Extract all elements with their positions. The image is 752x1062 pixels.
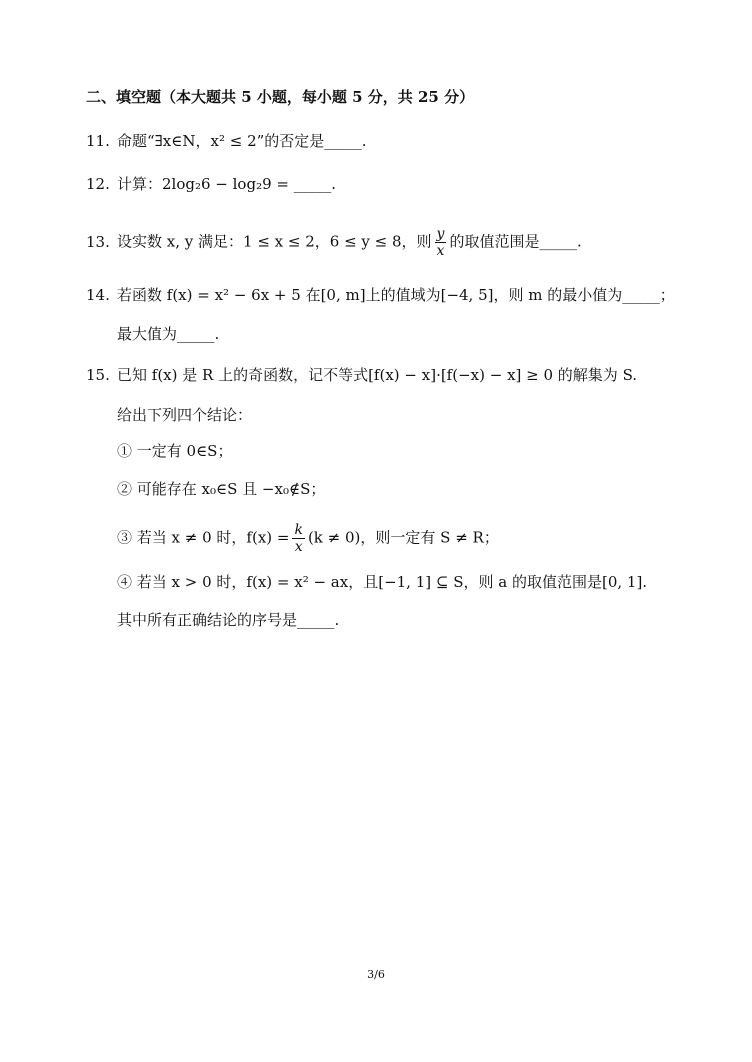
question-14-line2: 最大值为_____. xyxy=(117,325,220,343)
fraction-denominator: x xyxy=(436,243,445,259)
question-text: 计算：2log₂6 − log₂9 = _____. xyxy=(117,175,336,193)
question-number: 14. xyxy=(86,286,110,304)
conclusion-3-text: ③ 若当 x ≠ 0 时，f(x) = xyxy=(117,528,290,547)
fraction xyxy=(292,522,304,555)
page-number: 3/6 xyxy=(367,968,385,981)
question-text: 设实数 x, y 满足：1 ≤ x ≤ 2，6 ≤ y ≤ 8，则 xyxy=(117,232,432,251)
q15-conclusion-1: ① 一定有 0∈S； xyxy=(117,442,233,460)
q15-conclusion-2: ② 可能存在 x₀∈S 且 −x₀∉S； xyxy=(117,480,326,498)
q15-final: 其中所有正确结论的序号是_____. xyxy=(117,611,340,629)
q15-intro: 给出下列四个结论： xyxy=(117,406,253,424)
question-number: 15. xyxy=(86,366,110,384)
question-text: 命题“∃x∈N，x² ≤ 2”的否定是_____. xyxy=(117,132,367,150)
question-15 xyxy=(86,364,637,386)
fraction-numerator: k xyxy=(294,522,303,538)
question-12 xyxy=(86,173,336,195)
question-text: 若函数 f(x) = x² − 6x + 5 在[0, m]上的值域为[−4, 5]，则 m 的最小值为_____； xyxy=(117,286,675,304)
question-text-continued: 的取值范围是_____. xyxy=(449,232,582,251)
question-number: 11. xyxy=(86,132,110,150)
question-14 xyxy=(86,284,675,306)
fraction xyxy=(435,226,447,259)
q15-conclusion-4: ④ 若当 x > 0 时，f(x) = x² − ax，且[−1, 1] ⊆ S，则 a 的取值范围是[0, 1]. xyxy=(117,573,648,591)
fraction-denominator: x xyxy=(294,539,303,555)
section-title: 二、填空题（本大题共 5 小题，每小题 5 分，共 25 分） xyxy=(86,88,475,106)
conclusion-3-text-continued: (k ≠ 0)，则一定有 S ≠ R； xyxy=(307,528,499,547)
question-13 xyxy=(86,226,582,259)
q15-conclusion-3 xyxy=(117,522,499,555)
fraction-numerator: y xyxy=(436,226,445,242)
question-number: 12. xyxy=(86,175,110,193)
question-11 xyxy=(86,130,367,152)
question-text: 已知 f(x) 是 R 上的奇函数，记不等式[f(x) − x]·[f(−x) − x] ≥ 0 的解集为 S. xyxy=(117,366,638,384)
question-number: 13. xyxy=(86,232,110,251)
